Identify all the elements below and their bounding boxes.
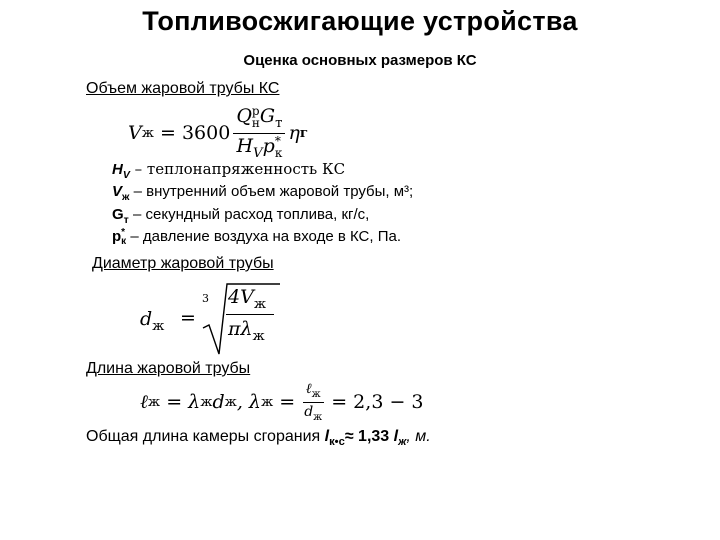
length-formula (140, 380, 424, 424)
vol-eta-sub: г (299, 125, 308, 141)
len-ell-sub: ж (147, 394, 161, 410)
dia-den-sub: ж (252, 328, 265, 344)
len-lambda: = λ (160, 391, 201, 413)
len-result: = 2,3 − 3 (325, 391, 424, 413)
footer-text: Общая длина камеры сгорания (86, 428, 325, 445)
def-symbol-sub: V (122, 169, 130, 181)
len-frac-den-sub: ж (313, 411, 323, 423)
len-d: d (212, 391, 225, 413)
diameter-formula (140, 278, 280, 356)
length-heading: Длина жаровой трубы (86, 360, 251, 377)
def-text: – теплонапряженность КС (129, 160, 346, 178)
diameter-heading: Диаметр жаровой трубы (92, 255, 274, 272)
vol-fraction (233, 105, 285, 160)
dia-num-sub: ж (253, 296, 267, 312)
dia-lhs-sub: ж (152, 318, 165, 334)
def-symbol-sub: т (123, 214, 129, 226)
footer-sym2-sub: ж (398, 436, 407, 449)
definition-row (112, 183, 413, 203)
len-lambda2-sub: ж (260, 394, 274, 410)
def-text: – давление воздуха на входе в КС, Па. (126, 228, 401, 245)
len-frac-den: d (304, 403, 314, 420)
vol-denominator (233, 134, 285, 161)
page-title: Топливосжигающие устройства (142, 6, 578, 36)
def-symbol: р (112, 228, 122, 245)
vol-q: Q (236, 105, 252, 128)
page-subtitle: Оценка основных размеров КС (243, 52, 477, 69)
vol-p-sub: к (274, 145, 283, 160)
len-lambda-sub: ж (200, 394, 213, 410)
vol-numerator (233, 105, 285, 133)
vol-g-sub: т (275, 116, 283, 132)
dia-lhs: d (140, 308, 153, 330)
dia-fraction-bar (226, 314, 274, 315)
dia-equals: = (180, 307, 196, 329)
footer-sym1-sub: к•с (329, 436, 345, 449)
vol-coef: 3600 (181, 122, 231, 144)
def-symbol: G (112, 206, 124, 223)
definition-row (112, 160, 345, 181)
vol-h: H (236, 134, 254, 157)
def-text: – внутренний объем жаровой трубы, м³; (129, 183, 414, 200)
dia-den: πλ (228, 318, 253, 340)
volume-heading: Объем жаровой трубы КС (86, 80, 280, 97)
definition-row (112, 228, 401, 246)
def-symbol-sub: ж (122, 191, 130, 203)
def-symbol-sub: к (121, 236, 127, 248)
def-symbol-sup: * (121, 227, 126, 239)
footer-sym1: l (324, 428, 330, 445)
vol-lhs-sub: ж (141, 125, 154, 141)
vol-equals: = (153, 122, 182, 144)
dia-num: 4V (228, 286, 254, 308)
def-symbol: H (112, 161, 123, 178)
definition-row (112, 206, 369, 226)
footer-approx: ≈ 1,33 (344, 428, 394, 445)
len-frac-num: ℓ (305, 381, 312, 398)
footer-sym2: l (393, 428, 399, 445)
dia-root-index: 3 (202, 292, 209, 305)
vol-h-sub: V (253, 145, 263, 161)
vol-q-sub: н (251, 116, 260, 131)
def-symbol: V (112, 183, 123, 200)
len-ell: ℓ (140, 390, 148, 413)
vol-q-sup: р (251, 104, 260, 119)
vol-p-sup: * (274, 133, 281, 148)
len-d-sub: ж (224, 394, 237, 410)
footer-tail: , м. (406, 428, 431, 445)
len-lambda2: , λ (236, 391, 261, 413)
vol-p: p (262, 134, 275, 157)
def-text: – секундный расход топлива, кг/с, (128, 206, 370, 223)
len-frac-num-sub: ж (311, 389, 321, 401)
volume-formula (128, 104, 308, 162)
vol-eta: η (288, 122, 300, 144)
len-equals: = (273, 391, 302, 413)
len-fraction (301, 381, 325, 422)
vol-lhs: V (128, 122, 142, 144)
vol-g: G (259, 105, 276, 128)
total-length-line (86, 428, 431, 448)
